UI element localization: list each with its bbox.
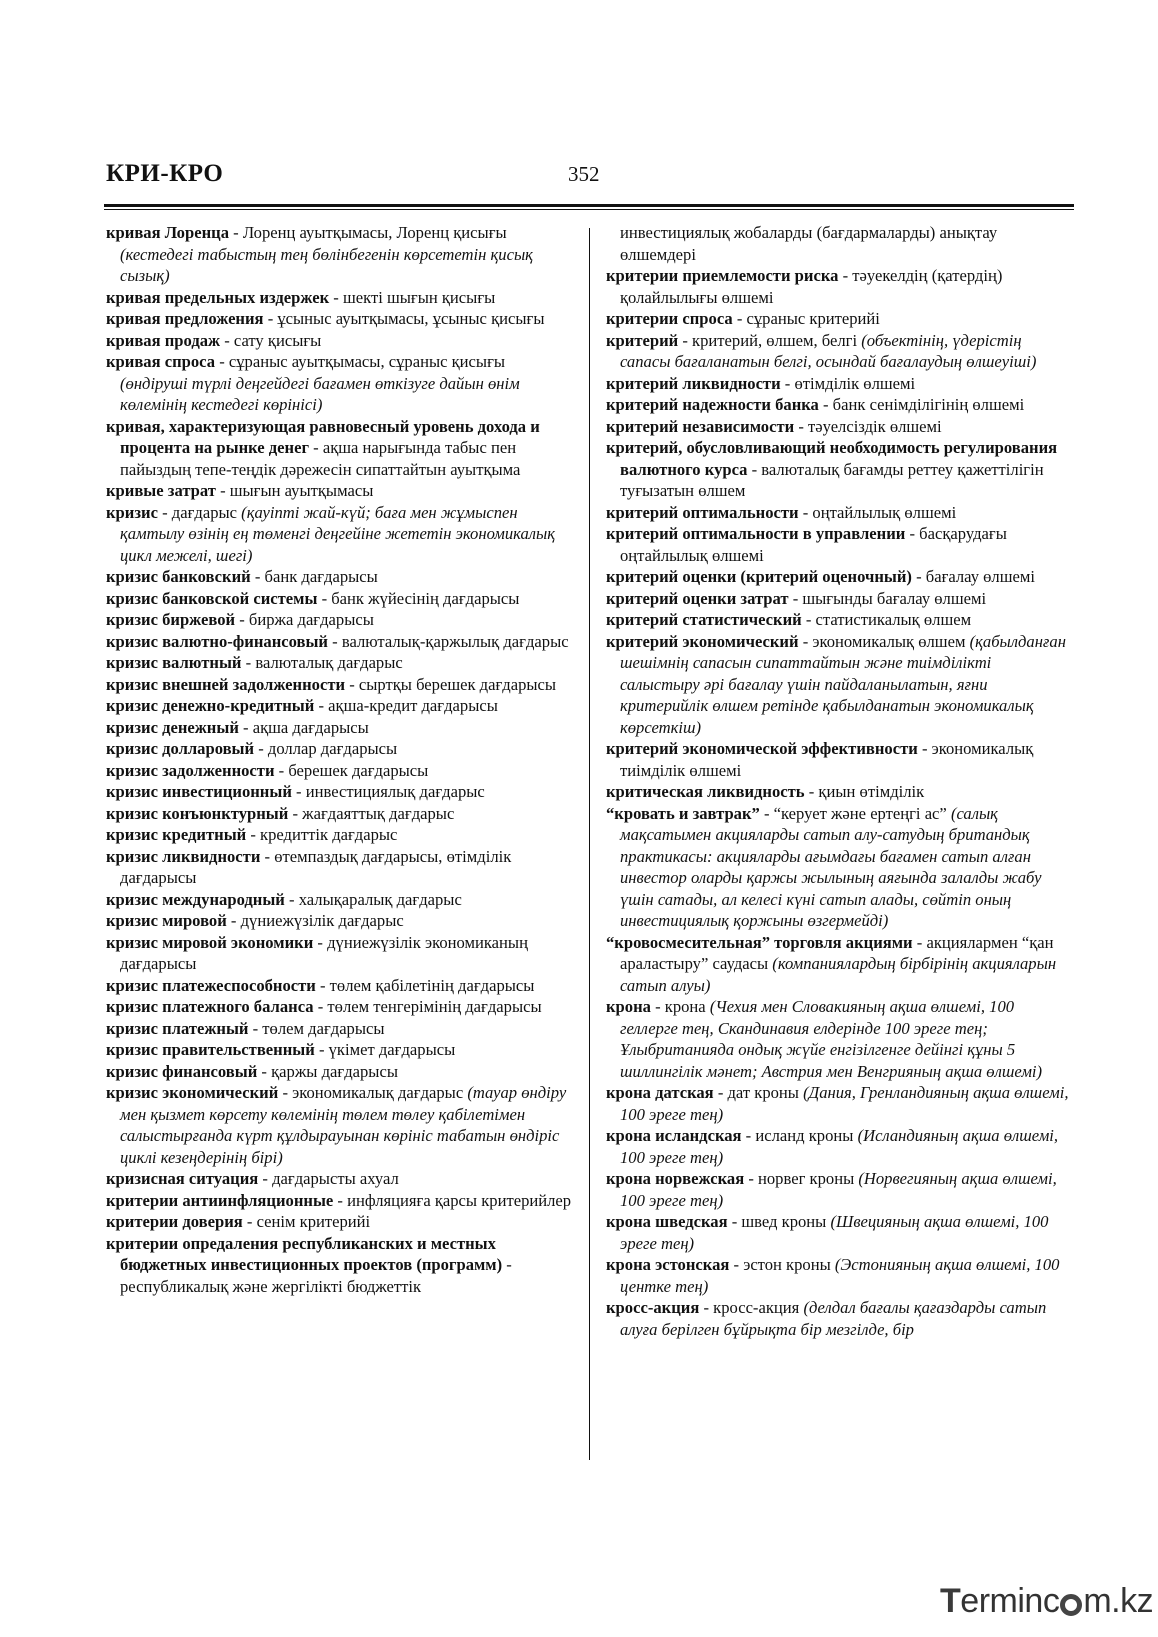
entry-term: кризис финансовый [106,1061,258,1081]
dictionary-entry [606,609,1074,631]
entry-definition: - норвег кроны [744,1169,859,1188]
dictionary-entry [606,523,1074,566]
entry-definition: - банк жүйесінің дағдарысы [317,588,520,608]
dictionary-entry [606,1211,1074,1254]
entry-note: (өндіруші түрлі деңгейдегі бағамен өткізуге дайын өнім көлемінің кестедегі көрінісі) [120,373,520,414]
dictionary-entry [106,781,574,803]
entry-definition: - өтімділік өлшемі [780,373,916,393]
entry-definition: - кросс-акция [699,1298,804,1317]
entry-definition: - биржа дағдарысы [235,610,374,629]
entry-term: критерий независимости [606,416,795,436]
entry-term: кризис мировой [106,911,227,930]
entry-term: критерий, обусловливающий необходимость регулирования валютного курса [606,438,1058,479]
entry-definition: - тәуелсіздік өлшемі [794,416,942,436]
entry-definition: - сыртқы берешек дағдарысы [345,674,557,694]
entry-term: критерий экономической эффективности [606,739,918,758]
dictionary-entry [106,824,574,846]
entry-note: (қабылданған шешімнің сапасын сипаттайтын және тиімділікті салыстыру әрі бағалау үшін пайдаланылатын, яғни критерийлік өлшем ретінде қабылданатын экономикалық көрсеткіш) [620,631,1066,737]
dictionary-entry [106,1233,574,1298]
dictionary-entry [106,996,574,1018]
entry-term: критерии доверия [106,1212,243,1231]
entry-definition: - дағдарыс [157,502,242,522]
entry-term: крона [606,997,651,1016]
entry-term: кризис правительственный [106,1040,315,1059]
entry-term: кризис денежно-кредитный [106,696,315,715]
entry-term: кризис конъюнктурный [106,803,289,823]
dictionary-entry [606,932,1074,997]
dictionary-entry [106,674,574,696]
entry-term: “кровосмесительная” торговля акциями [606,932,913,952]
entry-definition: - крона [650,997,710,1016]
entry-term: кризис внешней задолженности [106,674,346,694]
entry-definition: - критерий, өлшем, белгі [678,330,862,350]
logo-ring-icon [1060,1594,1082,1616]
entry-definition: - банк сенімділігінің өлшемі [818,395,1025,414]
entry-definition: - исланд кроны [741,1126,858,1145]
entry-term: критерии спроса [606,309,733,328]
entry-note: (компаниялардың бірбірінің акцияларын сатып алуы) [620,954,1057,995]
entry-definition: - тәуекелдің (қатердің) қолайлылығы өлшемі [620,266,1003,307]
entry-definition: - берешек дағдарысы [274,760,429,780]
entry-term: кривая предельных издержек [106,287,330,307]
entry-definition: - доллар дағдарысы [254,739,398,758]
entry-term: критерий ликвидности [606,373,781,393]
dictionary-entry [106,846,574,889]
entry-definition: - экономикалық дағдарыс [278,1083,468,1102]
entry-term: критерий оптимальности в управлении [606,524,906,543]
dictionary-entry [606,222,1074,265]
entry-definition: - инфляцияға қарсы критерийлер [333,1190,572,1210]
entry-term: критерий оценки затрат [606,588,789,608]
entry-note: (салық мақсатымен акцияларды сатып алу-сатудың британдық практикасы: акцияларды ағымдағы бағамен сатып алған инвестор оларды қаржы жылының аяғында залалды жабу үшін сатады, ал келесі күні сатып алады, сөйтіп оның инвестициялық қоржыны өзгермейді) [620,803,1042,930]
dictionary-entry [106,416,574,481]
left-column [106,222,574,1297]
dictionary-entry [606,502,1074,524]
dictionary-entry [606,373,1074,395]
dictionary-entry [606,416,1074,438]
header-rule-thin [104,209,1074,210]
dictionary-entry [106,1018,574,1040]
dictionary-entry [606,781,1074,803]
entry-note: (Норвегияның ақша өлшемі, 100 эреге тең) [620,1169,1057,1210]
entry-definition: - төлем дағдарысы [248,1018,385,1038]
entry-definition: - өтемпаздық дағдарысы, өтімділік дағдарысы [120,846,512,887]
entry-definition: - қаржы дағдарысы [257,1061,398,1081]
dictionary-entry [106,308,574,330]
entry-term: критерий надежности банка [606,395,819,414]
entry-definition: - оңтайлылық өлшемі [798,502,957,522]
entry-definition: - сұраныс ауытқымасы, сұраныс қисығы [215,352,506,371]
entry-term: кризисная ситуация [106,1169,259,1188]
dictionary-entry [106,717,574,739]
entry-definition: - ақша дағдарысы [238,717,369,737]
entry-term: кривая, характеризующая равновесный уровень дохода и процента на рынке денег [106,416,540,457]
entry-term: критерий оценки (критерий оценочный) [606,567,912,586]
entry-definition: - төлем тенгерімінің дағдарысы [313,997,542,1016]
dictionary-entry [106,1190,574,1212]
entry-definition: - басқарудағы оңтайлылық өлшемі [620,524,1007,565]
entry-term: критерий оптимальности [606,502,799,522]
dictionary-entry [106,1211,574,1233]
entry-note: (Исландияның ақша өлшемі, 100 эреге тең) [620,1126,1059,1167]
dictionary-entry [606,308,1074,330]
entry-definition: - сұраныс критерийі [732,309,880,328]
entry-note: (Дания, Гренландияның ақша өлшемі, 100 эреге тең) [620,1083,1069,1124]
entry-definition: - үкімет дағдарысы [314,1040,456,1059]
entry-term: кризис банковский [106,567,251,586]
entry-definition: - швед кроны [727,1212,831,1231]
header-rule-thick [104,204,1074,207]
entry-term: кризис валютный [106,653,242,672]
entry-definition: - эстон кроны [729,1255,835,1274]
entry-definition: - валюталық дағдарыс [241,653,403,672]
entry-term: кризис задолженности [106,760,275,780]
dictionary-entry [106,803,574,825]
entry-term: кризис кредитный [106,825,247,844]
logo-letter-t: T [940,1582,961,1620]
dictionary-entry [606,1168,1074,1211]
entry-definition: - шығын ауытқымасы [215,481,374,500]
entry-definition: - қиын өтімділік [804,782,925,801]
entry-term: кривая Лоренца [106,223,229,242]
entry-term: крона датская [606,1083,714,1102]
dictionary-entry [106,287,574,309]
entry-definition: - дағдарысты ахуал [258,1169,399,1188]
entry-term: кризис ликвидности [106,846,261,866]
logo-text-ermin: ermin [960,1582,1043,1620]
entry-term: крона шведская [606,1212,728,1231]
entry-definition: - экономикалық тиімділік өлшемі [620,739,1034,780]
entry-term: кривая спроса [106,352,216,371]
dictionary-entry [106,502,574,567]
dictionary-entry [106,222,574,287]
dictionary-entry [106,1061,574,1083]
dictionary-entry [106,932,574,975]
entry-term: критерий экономический [606,631,799,651]
entry-term: кросс-акция [606,1298,700,1317]
dictionary-entry [106,652,574,674]
entry-term: кризис долларовый [106,739,255,758]
entry-definition: - шығынды бағалау өлшемі [788,588,987,608]
entry-definition: - статистикалық өлшем [801,610,972,629]
dictionary-entry [606,1125,1074,1168]
entry-note: (қауіпті жай-күй; баға мен жұмыспен қамтылу өзінің ең төменгі деңгейіне жететін экономикалық цикл межелі, шегі) [120,502,556,565]
entry-term: критерий [606,330,679,350]
entry-definition: - Лоренц ауытқымасы, Лоренц қисығы [229,223,507,242]
entry-term: кризис валютно-финансовый [106,631,328,651]
entry-definition: - инвестициялық дағдарыс [291,782,485,801]
entry-term: кризис экономический [106,1083,279,1102]
dictionary-entry [606,803,1074,932]
entry-term: кризис международный [106,889,285,909]
entry-definition: - бағалау өлшемі [911,567,1035,586]
entry-definition: - сату қисығы [220,330,322,350]
entry-term: крона эстонская [606,1255,730,1274]
entry-note: (Эстонияның ақша өлшемі, 100 центке тең) [620,1255,1060,1296]
entry-term: кризис платежный [106,1018,249,1038]
entry-definition: - банк дағдарысы [250,567,378,586]
entry-definition: - сенім критерийі [242,1212,371,1231]
entry-note: (Чехия мен Словакияның ақша өлшемі, 100 геллерге тең, Скандинавия елдерінде 100 эреге тең; Ұлыбританияда ондық жүйе енгізілгенге дейінгі құны 5 шиллингілік мәнет; Австрия мен Венгрияның ақша өлшемі) [620,997,1043,1081]
entry-definition: - валюталық бағамды реттеу қажеттілігін туғызатын өлшем [620,459,1044,500]
logo-letter-c: c [1042,1582,1060,1620]
entry-term: кризис платежного баланса [106,997,314,1016]
dictionary-entry [606,631,1074,739]
entry-term: крона исландская [606,1126,742,1145]
entry-definition: - валюталық-қаржылық дағдарыс [328,631,569,651]
entry-definition: - ұсыныс ауытқымасы, ұсыныс қисығы [263,309,545,328]
entry-term: крона норвежская [606,1169,745,1188]
entry-definition: - дүниежүзілік экономиканың дағдарысы [120,932,528,973]
dictionary-entry [106,330,574,352]
entry-term: кривые затрат [106,481,216,500]
entry-definition: - шекті шығын қисығы [329,287,496,307]
entry-definition: - төлем қабілетінің дағдарысы [315,975,535,995]
entry-term: кризис платежеспособности [106,975,316,995]
entry-definition: инвестициялық жобаларды (бағдармаларды) анықтау өлшемдері [620,223,998,264]
dictionary-entry [106,631,574,653]
entry-term: кривая продаж [106,330,221,350]
dictionary-entry [106,910,574,932]
entry-note: (делдал бағалы қағаздарды сатып алуға берілген бұйрықта бір мезгілде, бір [620,1298,1047,1339]
dictionary-entry [106,1039,574,1061]
dictionary-entry [106,889,574,911]
dictionary-entry [106,588,574,610]
entry-term: критерии антиинфляционные [106,1190,334,1210]
entry-definition: - республикалық және жергілікті бюджеттік [120,1255,512,1296]
dictionary-entry [606,265,1074,308]
entry-note: (тауар өндіру мен қызмет көрсету көлемінің төлем төлеу қабілетімен салыстырғанда күрт құлдырауынан көрініс табатын өндіріс циклі кезеңдерінің бірі) [120,1083,567,1167]
dictionary-entry [606,394,1074,416]
entry-definition: - ақша-кредит дағдарысы [314,696,498,715]
right-column [606,222,1074,1340]
dictionary-entry [106,738,574,760]
dictionary-entry [106,351,574,416]
dictionary-entry [106,760,574,782]
dictionary-entry [606,588,1074,610]
entry-definition: - жағдаяттық дағдарыс [288,803,455,823]
entry-note: (объектінің, үдерістің сапасы бағаланатын белгі, осындай бағалаудың өлшеуіші) [620,330,1037,371]
column-divider [589,228,590,1460]
dictionary-entry [606,566,1074,588]
entry-definition: - экономикалық өлшем [798,631,970,651]
entry-definition: - дат кроны [713,1083,804,1102]
dictionary-entry [606,738,1074,781]
dictionary-entry [106,695,574,717]
dictionary-entry [106,1168,574,1190]
dictionary-entry [106,609,574,631]
entry-term: кризис мировой экономики [106,932,314,952]
entry-definition: - акциялармен “қан араластыру” саудасы [620,932,1054,973]
dictionary-entry [606,996,1074,1082]
entry-term: кривая предложения [106,309,264,328]
entry-term: кризис биржевой [106,610,236,629]
dictionary-entry [106,566,574,588]
dictionary-entry [106,480,574,502]
entry-term: кризис банковской системы [106,588,318,608]
dictionary-entry [106,1082,574,1168]
dictionary-entry [606,330,1074,373]
entry-term: “кровать и завтрак” [606,803,760,823]
dictionary-entry [106,975,574,997]
entry-definition: - дүниежүзілік дағдарыс [226,911,404,930]
page-header-title: КРИ-КРО [106,160,224,187]
entry-term: критерии опредаления республиканских и местных бюджетных инвестиционных проектов (программ) [106,1233,503,1274]
entry-term: кризис инвестиционный [106,782,292,801]
entry-term: критерий статистический [606,610,802,629]
entry-definition: - кредиттік дағдарыс [246,825,398,844]
entry-note: (Швецияның ақша өлшемі, 100 эреге тең) [620,1212,1049,1253]
entry-note: (кестедегі табыстың тең бөлінбегенін көрсететін қисық сызық) [120,244,533,285]
entry-term: критическая ликвидность [606,782,805,801]
page-number: 352 [568,162,600,186]
dictionary-entry [606,1082,1074,1125]
termincom-logo [940,1582,1153,1621]
entry-definition: - ақша нарығында табыс пен пайыздың тепе-теңдік дәрежесін сипаттайтын ауытқыма [120,438,521,479]
entry-definition: - “керует және ертеңгі ас” [759,803,951,823]
entry-term: критерии приемлемости риска [606,266,839,285]
entry-term: кризис [106,502,158,522]
logo-text-mkz: m.kz [1083,1582,1154,1620]
dictionary-entry [606,437,1074,502]
entry-definition: - халықаралық дағдарыс [284,889,462,909]
dictionary-entry [606,1254,1074,1297]
entry-term: кризис денежный [106,717,239,737]
dictionary-entry [606,1297,1074,1340]
